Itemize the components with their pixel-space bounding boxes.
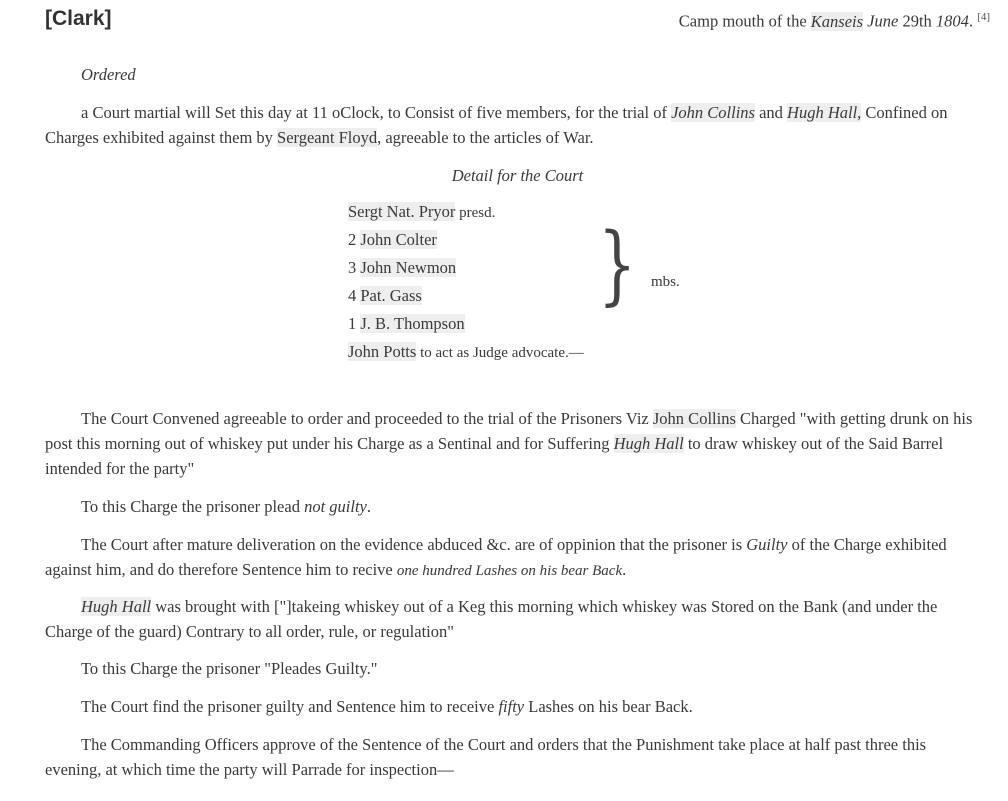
text: The Court find the prisoner guilty and Sentence him to receive [81, 697, 499, 716]
text: The Court after mature deliveration on the evidence abduced &c. are of oppinion that the prisoner is [81, 535, 747, 554]
members-label: mbs. [651, 274, 680, 290]
person-link-john-collins[interactable]: John Collins [671, 103, 755, 122]
text: Confined on Charges exhibited against them by [45, 103, 948, 147]
text: . [366, 497, 371, 516]
person-link-thompson[interactable]: J. B. Thompson [360, 314, 465, 333]
text: Charged "with getting drunk on his post this morning out of whiskey put under his Charge as a Sentinal and for Suffering [45, 409, 973, 453]
detail-title: Detail for the Court [451, 166, 584, 185]
verdict-text: Guilty [746, 535, 788, 554]
paragraph-charge-hall [45, 594, 985, 644]
paragraph-court-martial [45, 100, 985, 150]
member-role: to act as Judge advocate.— [416, 345, 584, 361]
dateline-year: 1804 [935, 11, 969, 31]
person-link-colter[interactable]: John Colter [360, 230, 437, 249]
person-link-gass[interactable]: Pat. Gass [360, 286, 422, 305]
member-row-newmon [348, 258, 456, 278]
place-link[interactable]: Kanseis [810, 11, 864, 31]
text: The Court Convened agreeable to order and proceeded to the trial of the Prisoners Viz [81, 409, 653, 428]
member-number: 1 [348, 314, 361, 333]
text: of the Charge exhibited against him, and do therefore Sentence him to recive [45, 535, 947, 579]
person-link-pryor[interactable]: Sergt Nat. Pryor [348, 202, 456, 221]
member-role: presd. [455, 205, 496, 221]
paragraph-verdict-hall [45, 694, 985, 719]
paragraph-trial-collins [45, 406, 985, 481]
brace-icon: } [598, 215, 637, 315]
person-link-hugh-hall[interactable]: Hugh Hall, [787, 103, 862, 122]
author-heading: [Clark] [45, 7, 112, 30]
paragraph-plea-collins [45, 494, 985, 519]
dateline [679, 11, 990, 32]
text: and [754, 103, 788, 122]
paragraph-plea-hall: To this Charge the prisoner "Pleades Guilty." [81, 659, 378, 678]
paragraph-approval: The Commanding Officers approve of the Sentence of the Court and orders that the Punishment take place at half past three this evening, at which time the party will Parrade for inspection— [45, 735, 927, 779]
ordered-label: Ordered [81, 65, 136, 84]
dateline-day: 29th [898, 11, 936, 31]
text: a Court martial will Set this day at 11 oClock, to Consist of five members, for the trial of [81, 103, 672, 122]
person-link-hugh-hall[interactable]: Hugh Hall [81, 597, 152, 616]
person-link-potts[interactable]: John Potts [348, 342, 417, 361]
text: . [622, 560, 627, 579]
plea-text: not guilty [304, 497, 367, 516]
person-link-sergeant-floyd[interactable]: Sergeant Floyd [277, 128, 378, 147]
member-row-pryor [348, 202, 495, 223]
text: to draw whiskey out of the Said Barrel intended for the party" [45, 434, 944, 478]
member-row-colter [348, 230, 437, 250]
member-row-gass [348, 286, 422, 306]
text: , agreeable to the articles of War. [377, 128, 594, 147]
person-link-john-collins[interactable]: John Collins [652, 409, 736, 428]
paragraph-verdict-collins [45, 532, 985, 584]
lash-count: fifty [498, 697, 525, 716]
text: Lashes on his bear Back. [524, 697, 693, 716]
person-link-hugh-hall[interactable]: Hugh Hall [613, 434, 684, 453]
member-row-potts [348, 342, 584, 363]
member-row-thompson [348, 314, 465, 334]
dateline-period: . [968, 11, 974, 31]
person-link-newmon[interactable]: John Newmon [360, 258, 457, 277]
dateline-prefix: Camp mouth of the [678, 11, 811, 31]
member-number: 3 [348, 258, 361, 277]
dateline-month: June [867, 11, 899, 31]
member-number: 4 [348, 286, 361, 305]
sentence-text: one hundred Lashes on his bear Back [396, 563, 623, 579]
text: was brought with ["]takeing whiskey out of a Keg this morning which whiskey was Stored on the Bank (and under the Charge of the guard) Contrary to all order, rule, or regulation" [45, 597, 938, 641]
text: To this Charge the prisoner plead [81, 497, 305, 516]
footnote-link[interactable]: [4] [977, 11, 990, 23]
member-number: 2 [348, 230, 361, 249]
